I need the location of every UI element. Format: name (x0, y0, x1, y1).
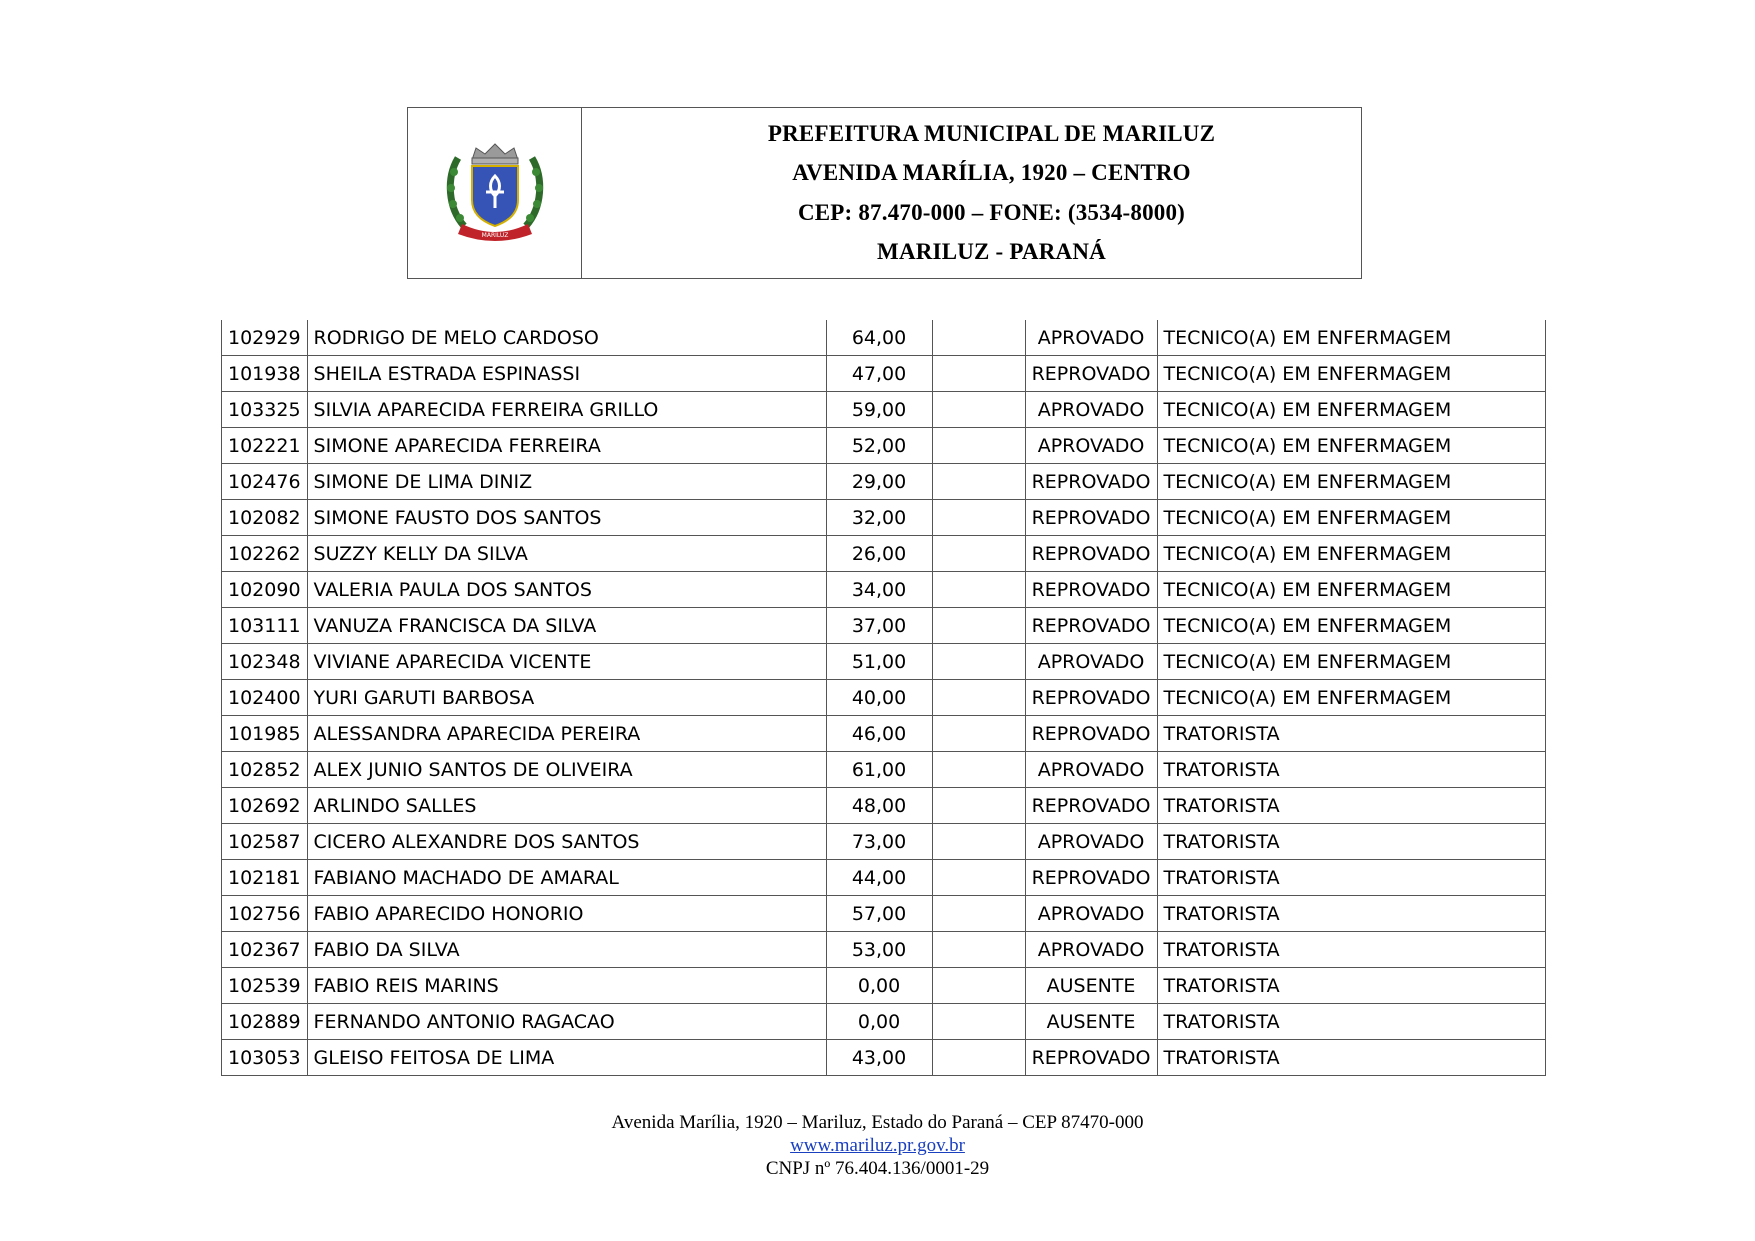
candidate-status: REPROVADO (1025, 356, 1157, 392)
candidate-score: 47,00 (826, 356, 932, 392)
candidate-role: TRATORISTA (1157, 1004, 1545, 1040)
empty-cell (932, 608, 1025, 644)
candidate-role: TRATORISTA (1157, 1040, 1545, 1076)
candidate-status: AUSENTE (1025, 1004, 1157, 1040)
candidate-role: TECNICO(A) EM ENFERMAGEM (1157, 608, 1545, 644)
empty-cell (932, 572, 1025, 608)
letterhead (407, 107, 1362, 279)
candidate-name: VALERIA PAULA DOS SANTOS (307, 572, 826, 608)
candidate-role: TECNICO(A) EM ENFERMAGEM (1157, 644, 1545, 680)
candidate-score: 34,00 (826, 572, 932, 608)
candidate-status: REPROVADO (1025, 536, 1157, 572)
candidate-role: TRATORISTA (1157, 788, 1545, 824)
candidate-role: TECNICO(A) EM ENFERMAGEM (1157, 428, 1545, 464)
candidate-name: SIMONE DE LIMA DINIZ (307, 464, 826, 500)
candidate-status: AUSENTE (1025, 968, 1157, 1004)
candidate-code: 101938 (222, 356, 308, 392)
footer-address: Avenida Marília, 1920 – Mariluz, Estado do Paraná – CEP 87470-000 (611, 1112, 1144, 1133)
candidate-status: APROVADO (1025, 932, 1157, 968)
candidate-name: SILVIA APARECIDA FERREIRA GRILLO (307, 392, 826, 428)
table-row (222, 860, 1546, 896)
candidate-name: ALESSANDRA APARECIDA PEREIRA (307, 716, 826, 752)
institution-address: AVENIDA MARÍLIA, 1920 – CENTRO (792, 160, 1191, 186)
table-row (222, 788, 1546, 824)
institution-city: MARILUZ - PARANÁ (877, 239, 1106, 265)
candidate-code: 102756 (222, 896, 308, 932)
candidate-name: GLEISO FEITOSA DE LIMA (307, 1040, 826, 1076)
results-table-body (222, 320, 1546, 1076)
candidate-name: FABIO REIS MARINS (307, 968, 826, 1004)
candidate-role: TRATORISTA (1157, 824, 1545, 860)
table-row (222, 1004, 1546, 1040)
candidate-score: 29,00 (826, 464, 932, 500)
candidate-score: 46,00 (826, 716, 932, 752)
empty-cell (932, 536, 1025, 572)
svg-text:MARILUZ: MARILUZ (481, 232, 508, 239)
candidate-score: 57,00 (826, 896, 932, 932)
empty-cell (932, 788, 1025, 824)
candidate-role: TECNICO(A) EM ENFERMAGEM (1157, 320, 1545, 356)
candidate-name: SHEILA ESTRADA ESPINASSI (307, 356, 826, 392)
candidate-code: 102262 (222, 536, 308, 572)
empty-cell (932, 464, 1025, 500)
empty-cell (932, 500, 1025, 536)
letterhead-titles (582, 108, 1361, 278)
candidate-code: 102181 (222, 860, 308, 896)
candidate-code: 102090 (222, 572, 308, 608)
candidate-status: REPROVADO (1025, 572, 1157, 608)
candidate-code: 102889 (222, 1004, 308, 1040)
candidate-score: 26,00 (826, 536, 932, 572)
candidate-status: REPROVADO (1025, 860, 1157, 896)
results-table (221, 320, 1546, 1076)
candidate-role: TECNICO(A) EM ENFERMAGEM (1157, 536, 1545, 572)
table-row (222, 464, 1546, 500)
candidate-score: 44,00 (826, 860, 932, 896)
candidate-status: REPROVADO (1025, 716, 1157, 752)
empty-cell (932, 860, 1025, 896)
candidate-code: 102852 (222, 752, 308, 788)
empty-cell (932, 1004, 1025, 1040)
candidate-code: 103053 (222, 1040, 308, 1076)
candidate-role: TRATORISTA (1157, 716, 1545, 752)
coat-of-arms-icon (440, 138, 550, 248)
candidate-status: APROVADO (1025, 644, 1157, 680)
table-row (222, 1040, 1546, 1076)
candidate-code: 101985 (222, 716, 308, 752)
candidate-role: TECNICO(A) EM ENFERMAGEM (1157, 464, 1545, 500)
table-row (222, 968, 1546, 1004)
candidate-code: 102476 (222, 464, 308, 500)
candidate-role: TRATORISTA (1157, 968, 1545, 1004)
empty-cell (932, 356, 1025, 392)
candidate-code: 103111 (222, 608, 308, 644)
candidate-name: SIMONE FAUSTO DOS SANTOS (307, 500, 826, 536)
candidate-role: TRATORISTA (1157, 752, 1545, 788)
candidate-status: APROVADO (1025, 824, 1157, 860)
candidate-score: 64,00 (826, 320, 932, 356)
table-row (222, 716, 1546, 752)
candidate-name: FABIO DA SILVA (307, 932, 826, 968)
coat-of-arms-cell (408, 108, 582, 278)
candidate-score: 59,00 (826, 392, 932, 428)
candidate-name: VIVIANE APARECIDA VICENTE (307, 644, 826, 680)
candidate-name: SIMONE APARECIDA FERREIRA (307, 428, 826, 464)
candidate-score: 51,00 (826, 644, 932, 680)
candidate-status: APROVADO (1025, 896, 1157, 932)
candidate-score: 73,00 (826, 824, 932, 860)
candidate-status: REPROVADO (1025, 608, 1157, 644)
table-row (222, 644, 1546, 680)
empty-cell (932, 824, 1025, 860)
empty-cell (932, 428, 1025, 464)
table-row (222, 536, 1546, 572)
candidate-code: 102400 (222, 680, 308, 716)
candidate-status: REPROVADO (1025, 1040, 1157, 1076)
candidate-code: 102348 (222, 644, 308, 680)
candidate-score: 61,00 (826, 752, 932, 788)
table-row (222, 392, 1546, 428)
institution-contact: CEP: 87.470-000 – FONE: (3534-8000) (797, 199, 1186, 225)
candidate-status: REPROVADO (1025, 500, 1157, 536)
candidate-role: TRATORISTA (1157, 860, 1545, 896)
table-row (222, 608, 1546, 644)
footer-cnpj: CNPJ nº 76.404.136/0001-29 (765, 1158, 990, 1179)
empty-cell (932, 392, 1025, 428)
empty-cell (932, 968, 1025, 1004)
candidate-name: FABIO APARECIDO HONORIO (307, 896, 826, 932)
empty-cell (932, 320, 1025, 356)
candidate-score: 0,00 (826, 1004, 932, 1040)
table-row (222, 500, 1546, 536)
empty-cell (932, 932, 1025, 968)
candidate-code: 102587 (222, 824, 308, 860)
candidate-score: 48,00 (826, 788, 932, 824)
candidate-code: 102221 (222, 428, 308, 464)
table-row (222, 572, 1546, 608)
footer-website-link[interactable]: www.mariluz.pr.gov.br (790, 1135, 965, 1156)
empty-cell (932, 1040, 1025, 1076)
candidate-name: YURI GARUTI BARBOSA (307, 680, 826, 716)
candidate-name: ALEX JUNIO SANTOS DE OLIVEIRA (307, 752, 826, 788)
candidate-role: TRATORISTA (1157, 932, 1545, 968)
candidate-role: TECNICO(A) EM ENFERMAGEM (1157, 680, 1545, 716)
candidate-status: APROVADO (1025, 752, 1157, 788)
candidate-code: 103325 (222, 392, 308, 428)
table-row (222, 896, 1546, 932)
table-row (222, 752, 1546, 788)
candidate-role: TECNICO(A) EM ENFERMAGEM (1157, 392, 1545, 428)
candidate-role: TECNICO(A) EM ENFERMAGEM (1157, 356, 1545, 392)
candidate-code: 102367 (222, 932, 308, 968)
candidate-role: TECNICO(A) EM ENFERMAGEM (1157, 500, 1545, 536)
candidate-name: ARLINDO SALLES (307, 788, 826, 824)
candidate-score: 43,00 (826, 1040, 932, 1076)
table-row (222, 932, 1546, 968)
candidate-name: RODRIGO DE MELO CARDOSO (307, 320, 826, 356)
empty-cell (932, 752, 1025, 788)
candidate-score: 37,00 (826, 608, 932, 644)
candidate-status: APROVADO (1025, 320, 1157, 356)
candidate-name: SUZZY KELLY DA SILVA (307, 536, 826, 572)
candidate-status: REPROVADO (1025, 464, 1157, 500)
footer-website-line (0, 1135, 1755, 1157)
empty-cell (932, 644, 1025, 680)
candidate-score: 52,00 (826, 428, 932, 464)
candidate-code: 102929 (222, 320, 308, 356)
candidate-score: 32,00 (826, 500, 932, 536)
candidate-name: FABIANO MACHADO DE AMARAL (307, 860, 826, 896)
candidate-name: CICERO ALEXANDRE DOS SANTOS (307, 824, 826, 860)
table-row (222, 320, 1546, 356)
candidate-code: 102692 (222, 788, 308, 824)
candidate-code: 102539 (222, 968, 308, 1004)
candidate-role: TRATORISTA (1157, 896, 1545, 932)
candidate-status: APROVADO (1025, 428, 1157, 464)
candidate-score: 40,00 (826, 680, 932, 716)
candidate-code: 102082 (222, 500, 308, 536)
table-row (222, 428, 1546, 464)
institution-name: PREFEITURA MUNICIPAL DE MARILUZ (767, 120, 1216, 146)
table-row (222, 680, 1546, 716)
table-row (222, 356, 1546, 392)
candidate-score: 53,00 (826, 932, 932, 968)
empty-cell (932, 680, 1025, 716)
candidate-status: REPROVADO (1025, 788, 1157, 824)
candidate-name: VANUZA FRANCISCA DA SILVA (307, 608, 826, 644)
empty-cell (932, 716, 1025, 752)
table-row (222, 824, 1546, 860)
empty-cell (932, 896, 1025, 932)
candidate-name: FERNANDO ANTONIO RAGACAO (307, 1004, 826, 1040)
candidate-status: REPROVADO (1025, 680, 1157, 716)
candidate-status: APROVADO (1025, 392, 1157, 428)
candidate-role: TECNICO(A) EM ENFERMAGEM (1157, 572, 1545, 608)
candidate-score: 0,00 (826, 968, 932, 1004)
